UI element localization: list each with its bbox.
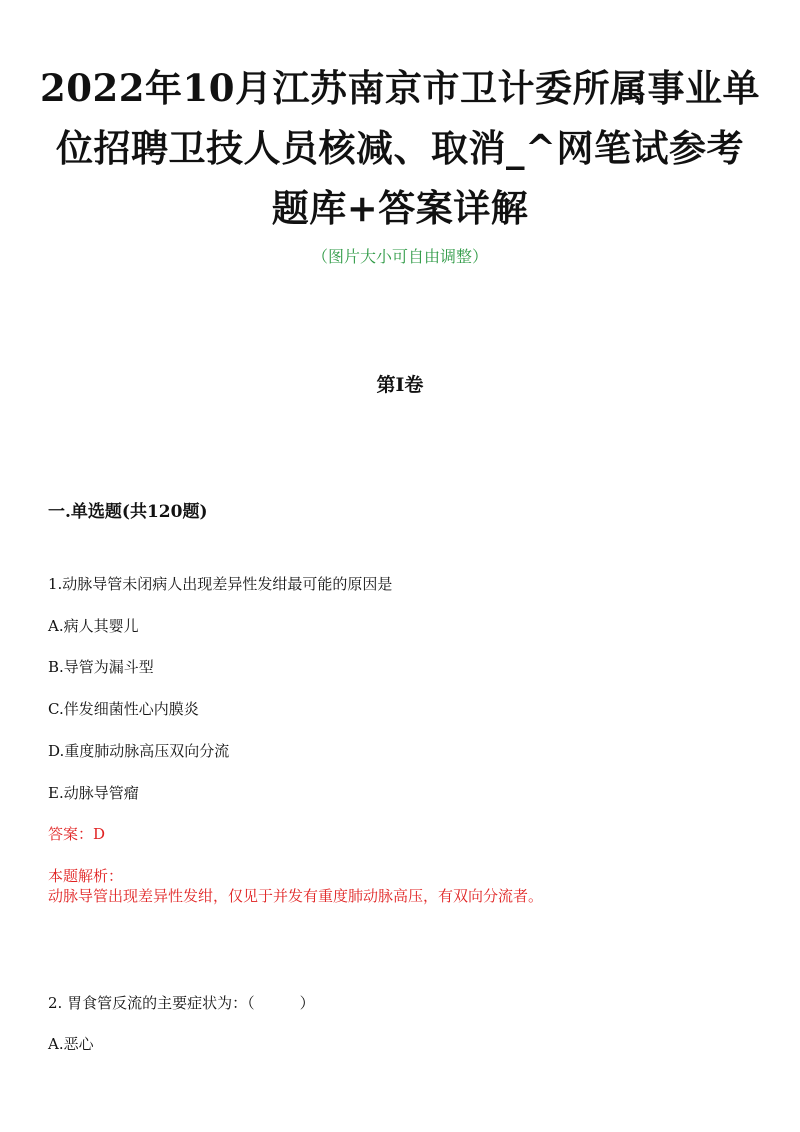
question-2-text: 2. 胃食管反流的主要症状为：（ ）: [48, 994, 315, 1012]
volume-heading: 第I卷: [376, 374, 424, 396]
question-2-option-a: A.恶心: [48, 1035, 94, 1053]
question-1-option-b: B.导管为漏斗型: [48, 658, 154, 676]
image-size-note: （图片大小可自由调整）: [311, 247, 488, 266]
question-1-text: 1.动脉导管未闭病人出现差异性发绀最可能的原因是: [48, 575, 393, 593]
document-title: 2022年10月江苏南京市卫计委所属事业单位招聘卫技人员核减、取消_^网笔试参考题库+答案详解: [40, 66, 760, 230]
question-1-answer: 答案：D: [48, 825, 106, 843]
question-1-option-c: C.伴发细菌性心内膜炎: [48, 700, 199, 718]
question-1-option-e: E.动脉导管瘤: [48, 784, 139, 802]
question-1-option-d: D.重度肺动脉高压双向分流: [48, 742, 230, 760]
question-1-analysis-label: 本题解析：: [48, 867, 124, 885]
question-1-analysis-text: 动脉导管出现差异性发绀，仅见于并发有重度肺动脉高压，有双向分流者。: [48, 887, 544, 905]
section-heading: 一.单选题(共120题): [48, 502, 208, 522]
question-1-option-a: A.病人其婴儿: [48, 617, 139, 635]
